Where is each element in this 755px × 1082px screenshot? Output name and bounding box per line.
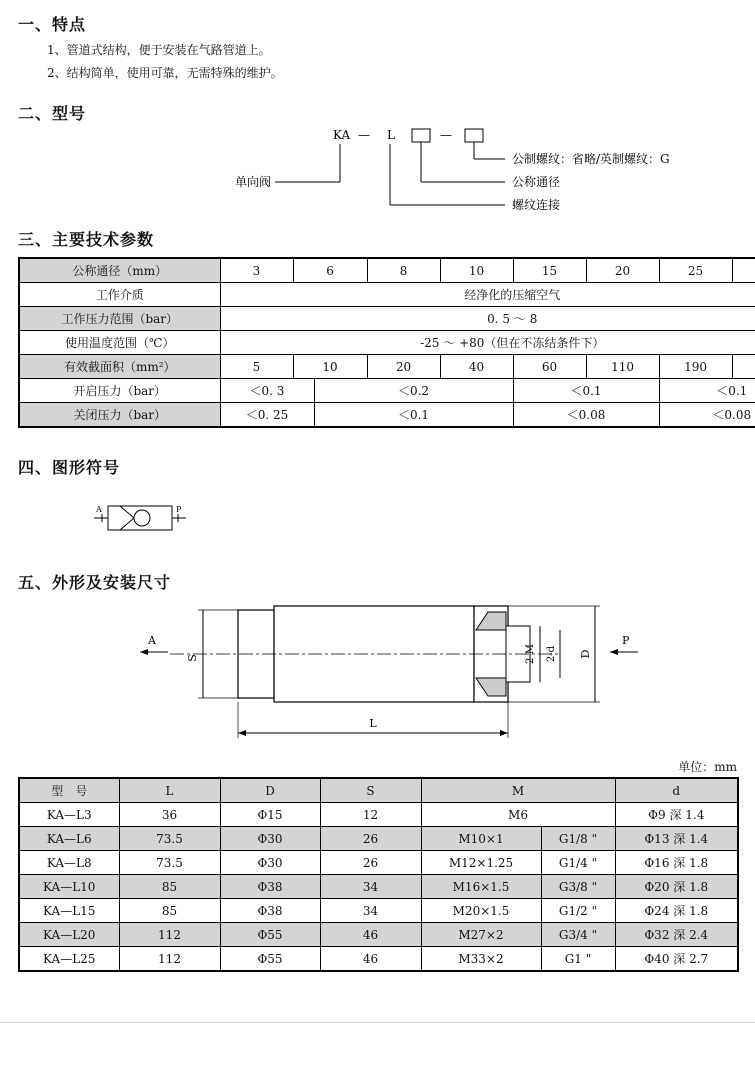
spec-cell: 40 <box>440 355 513 379</box>
cell-m: M6 <box>421 803 615 827</box>
spec-cell: 25 <box>659 258 732 283</box>
spec-label: 开启压力（bar） <box>19 379 220 403</box>
spec-label: 公称通径（mm） <box>19 258 220 283</box>
cell-l: 73.5 <box>119 827 220 851</box>
cell-m-imperial: G1/8 " <box>541 827 615 851</box>
label-check-valve: 单向阀 <box>235 175 272 189</box>
cell-d-inner: Φ13 深 1.4 <box>615 827 738 851</box>
col-header: S <box>320 778 421 803</box>
cell-d-outer: Φ38 <box>220 899 320 923</box>
cell-d-inner: Φ9 深 1.4 <box>615 803 738 827</box>
cell-m-metric: M12×1.25 <box>421 851 541 875</box>
cell-m-imperial: G1/4 " <box>541 851 615 875</box>
cell-m-metric: M27×2 <box>421 923 541 947</box>
dim-label-d: D <box>579 649 592 659</box>
spec-label: 关闭压力（bar） <box>19 403 220 428</box>
label-nominal-diameter: 公称通径 <box>512 175 561 189</box>
cell-s: 26 <box>320 851 421 875</box>
spec-cell: 0. 5 ～ 8 <box>220 307 755 331</box>
spec-cell: ＜0. 25 <box>220 403 314 428</box>
cell-d-outer: Φ15 <box>220 803 320 827</box>
cell-model: KA—L25 <box>19 947 119 972</box>
cell-d-outer: Φ55 <box>220 923 320 947</box>
check-valve-symbol <box>90 498 200 538</box>
cell-l: 85 <box>119 899 220 923</box>
cell-d-inner: Φ20 深 1.8 <box>615 875 738 899</box>
spec-cell: ＜0.08 <box>659 403 755 428</box>
dim-label-2d: 2-d <box>546 645 557 663</box>
spec-cell: 20 <box>367 355 440 379</box>
cell-s: 46 <box>320 923 421 947</box>
specs-row-medium <box>19 283 755 307</box>
cell-s: 26 <box>320 827 421 851</box>
specs-row-temperature <box>19 331 755 355</box>
symbol-label-a: A <box>96 505 102 514</box>
cell-d-outer: Φ30 <box>220 827 320 851</box>
outline-drawing <box>0 600 755 745</box>
spec-cell: -25 ～ +80（但在不冻结条件下） <box>220 331 755 355</box>
page-divider <box>0 1022 755 1023</box>
spec-cell: ＜0.1 <box>659 379 755 403</box>
table-row <box>19 851 738 875</box>
model-dash-2: — <box>440 128 452 142</box>
section-title-symbol: 四、图形符号 <box>18 458 121 477</box>
section-title-specs: 三、主要技术参数 <box>18 230 155 249</box>
model-letter-l: L <box>387 128 395 142</box>
dim-label-2m: 2-M <box>525 644 536 664</box>
col-header: D <box>220 778 320 803</box>
cell-m-imperial: G3/8 " <box>541 875 615 899</box>
col-header: M <box>421 778 615 803</box>
spec-cell: 3 <box>220 258 293 283</box>
feature-item-1: 1、管道式结构，便于安装在气路管道上。 <box>47 43 271 57</box>
specs-table <box>18 257 755 428</box>
spec-cell: ＜0.2 <box>314 379 513 403</box>
table-row <box>19 827 738 851</box>
spec-cell: 60 <box>513 355 586 379</box>
dimensions-table <box>18 777 739 972</box>
cell-model: KA—L10 <box>19 875 119 899</box>
col-header: L <box>119 778 220 803</box>
table-row <box>19 947 738 972</box>
model-code-diagram <box>0 120 755 220</box>
spec-label: 使用温度范围（℃） <box>19 331 220 355</box>
col-header: d <box>615 778 738 803</box>
symbol-label-p: P <box>176 505 182 514</box>
table-row <box>19 875 738 899</box>
cell-m-imperial: G1/2 " <box>541 899 615 923</box>
model-box-nominal <box>412 129 430 142</box>
spec-cell: 20 <box>586 258 659 283</box>
cell-m-metric: M20×1.5 <box>421 899 541 923</box>
spec-cell: 15 <box>513 258 586 283</box>
cell-l: 85 <box>119 875 220 899</box>
col-header: 型 号 <box>19 778 119 803</box>
specs-row-close-pressure <box>19 403 755 428</box>
flow-label-p: P <box>622 634 630 647</box>
cell-d-inner: Φ40 深 2.7 <box>615 947 738 972</box>
section-title-features: 一、特点 <box>18 15 87 34</box>
spec-cell: 经净化的压缩空气 <box>220 283 755 307</box>
cell-m-metric: M33×2 <box>421 947 541 972</box>
model-prefix: KA <box>333 128 351 142</box>
spec-cell: ＜0.08 <box>513 403 659 428</box>
dim-label-l: L <box>369 717 377 730</box>
spec-cell: 6 <box>293 258 367 283</box>
model-box-thread <box>465 129 483 142</box>
spec-cell: 10 <box>293 355 367 379</box>
cell-s: 46 <box>320 947 421 972</box>
cell-d-inner: Φ16 深 1.8 <box>615 851 738 875</box>
spec-label: 工作介质 <box>19 283 220 307</box>
section-title-model: 二、型号 <box>18 104 87 123</box>
spec-cell: ＜0. 3 <box>220 379 314 403</box>
cell-l: 73.5 <box>119 851 220 875</box>
cell-m-metric: M10×1 <box>421 827 541 851</box>
cell-m-imperial: G1 " <box>541 947 615 972</box>
spec-cell: 5 <box>220 355 293 379</box>
cell-m-metric: M16×1.5 <box>421 875 541 899</box>
spec-cell: 190 <box>659 355 732 379</box>
cell-model: KA—L8 <box>19 851 119 875</box>
feature-item-2: 2、结构简单，使用可靠，无需特殊的维护。 <box>47 66 283 80</box>
specs-row-nominal <box>19 258 755 283</box>
spec-cell: 110 <box>586 355 659 379</box>
table-row <box>19 923 738 947</box>
dim-table-header <box>19 778 738 803</box>
cell-model: KA—L6 <box>19 827 119 851</box>
cell-d-outer: Φ30 <box>220 851 320 875</box>
cell-model: KA—L20 <box>19 923 119 947</box>
cell-d-inner: Φ32 深 2.4 <box>615 923 738 947</box>
cell-l: 36 <box>119 803 220 827</box>
label-thread-type: 公制螺纹：省略/英制螺纹：G <box>512 152 670 166</box>
spec-cell: 10 <box>440 258 513 283</box>
spec-cell: ＜0.1 <box>314 403 513 428</box>
spec-cell: ＜0.1 <box>513 379 659 403</box>
cell-d-outer: Φ55 <box>220 947 320 972</box>
cell-m-imperial: G3/4 " <box>541 923 615 947</box>
cell-l: 112 <box>119 947 220 972</box>
cell-s: 34 <box>320 899 421 923</box>
cell-d-outer: Φ38 <box>220 875 320 899</box>
cell-s: 12 <box>320 803 421 827</box>
spec-cell: 8 <box>367 258 440 283</box>
cell-d-inner: Φ24 深 1.8 <box>615 899 738 923</box>
model-dash-1: — <box>358 128 370 142</box>
table-row <box>19 803 738 827</box>
spec-label: 工作压力范围（bar） <box>19 307 220 331</box>
cell-l: 112 <box>119 923 220 947</box>
spec-label: 有效截面积（mm²） <box>19 355 220 379</box>
cell-model: KA—L3 <box>19 803 119 827</box>
specs-row-area <box>19 355 755 379</box>
unit-label: 单位：mm <box>678 760 737 774</box>
specs-row-open-pressure <box>19 379 755 403</box>
section-title-dimensions: 五、外形及安装尺寸 <box>18 573 172 592</box>
cell-model: KA—L15 <box>19 899 119 923</box>
specs-row-pressure <box>19 307 755 331</box>
flow-label-a: A <box>148 634 156 647</box>
table-row <box>19 899 738 923</box>
label-thread-connection: 螺纹连接 <box>512 198 561 212</box>
dim-label-s: S <box>186 654 199 662</box>
cell-s: 34 <box>320 875 421 899</box>
